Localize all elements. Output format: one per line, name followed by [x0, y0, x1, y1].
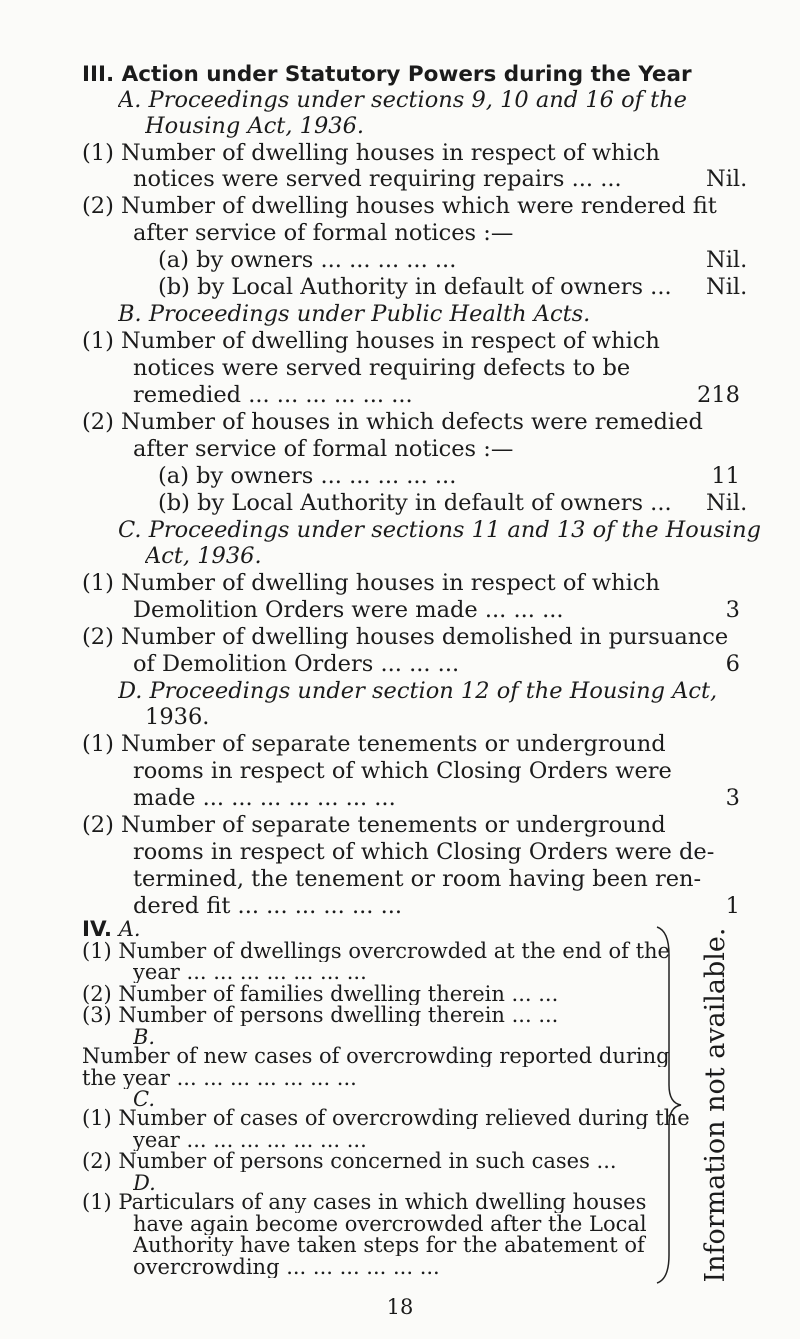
section-b-title: B. Proceedings under Public Health Acts. — [118, 301, 591, 327]
bracket-note: Information not available. — [700, 927, 731, 1283]
c-item2-value: 6 — [725, 651, 740, 677]
section-a-title-cont: Housing Act, 1936. — [145, 113, 365, 139]
a-item2b-value: Nil. — [706, 274, 748, 300]
iv-a-item2: (2) Number of families dwelling therein ... ... — [82, 983, 559, 1005]
iv-c-label: C. — [133, 1088, 155, 1110]
iv-a-item3: (3) Number of persons dwelling therein ... ... — [82, 1004, 559, 1026]
iv-c-item1-line1: (1) Number of cases of overcrowding relieved during the — [82, 1107, 690, 1129]
a-item1-line1: (1) Number of dwelling houses in respect of which — [82, 140, 660, 166]
iv-d-item1-line1: (1) Particulars of any cases in which dwelling houses — [82, 1191, 647, 1213]
section-c-title-cont: Act, 1936. — [145, 543, 262, 569]
iv-b-label: B. — [133, 1026, 156, 1048]
b-item2b-value: Nil. — [706, 490, 748, 516]
d-item2-line2: rooms in respect of which Closing Orders were de- — [133, 839, 715, 865]
a-item2a: (a) by owners ... ... ... ... ... — [158, 247, 457, 273]
a-item1-value: Nil. — [706, 166, 748, 192]
iv-d-item1-line4: overcrowding ... ... ... ... ... ... — [133, 1256, 440, 1278]
page-number: 18 — [386, 1295, 414, 1319]
a-item2-line2: after service of formal notices :— — [133, 220, 514, 246]
iv-b-line2: the year ... ... ... ... ... ... ... — [82, 1067, 357, 1089]
c-item1-line1: (1) Number of dwelling houses in respect of which — [82, 570, 660, 596]
a-item2-line1: (2) Number of dwelling houses which were rendered fit — [82, 193, 717, 219]
b-item1-value: 218 — [697, 382, 740, 408]
a-item1-line2: notices were served requiring repairs ... ... — [133, 166, 622, 192]
b-item1-line2: notices were served requiring defects to be — [133, 355, 631, 381]
d-item2-value: 1 — [725, 893, 740, 919]
section-iii-heading: III. Action under Statutory Powers during the Year — [82, 62, 692, 87]
iv-b-line1: Number of new cases of overcrowding reported during — [82, 1045, 670, 1067]
b-item2b: (b) by Local Authority in default of owners ... — [158, 490, 672, 516]
c-item2-line2: of Demolition Orders ... ... ... — [133, 651, 460, 677]
iv-a-item1-line1: (1) Number of dwellings overcrowded at the end of the — [82, 940, 670, 962]
b-item2-line1: (2) Number of houses in which defects were remedied — [82, 409, 703, 435]
section-iv-a-label: A. — [118, 918, 141, 940]
b-item2a: (a) by owners ... ... ... ... ... — [158, 463, 457, 489]
section-iv-heading: IV. — [82, 918, 113, 940]
d-item2-line3: termined, the tenement or room having been ren- — [133, 866, 702, 892]
c-item2-line1: (2) Number of dwelling houses demolished in pursuance — [82, 624, 729, 650]
c-item1-value: 3 — [725, 597, 740, 623]
iv-d-item1-line2: have again become overcrowded after the Local — [133, 1213, 647, 1235]
d-item1-line2: rooms in respect of which Closing Orders were — [133, 758, 672, 784]
d-item2-line1: (2) Number of separate tenements or underground — [82, 812, 666, 838]
iv-d-item1-line3: Authority have taken steps for the abatement of — [133, 1234, 645, 1256]
b-item2-line2: after service of formal notices :— — [133, 436, 514, 462]
section-d-title-cont: 1936. — [145, 704, 210, 730]
b-item1-line1: (1) Number of dwelling houses in respect of which — [82, 328, 660, 354]
section-d-title: D. Proceedings under section 12 of the Housing Act, — [118, 678, 718, 704]
iv-c-item2: (2) Number of persons concerned in such cases ... — [82, 1150, 617, 1172]
d-item2-line4: dered fit ... ... ... ... ... ... — [133, 893, 403, 919]
section-c-title: C. Proceedings under sections 11 and 13 of the Housing — [118, 517, 761, 543]
b-item2a-value: 11 — [711, 463, 740, 489]
d-item1-line1: (1) Number of separate tenements or underground — [82, 731, 666, 757]
iv-d-label: D. — [133, 1172, 156, 1194]
d-item1-value: 3 — [725, 785, 740, 811]
iv-a-item1-line2: year ... ... ... ... ... ... ... — [133, 961, 367, 983]
section-a-title: A. Proceedings under sections 9, 10 and 16 of the — [118, 87, 687, 113]
b-item1-line3: remedied ... ... ... ... ... ... — [133, 382, 413, 408]
a-item2a-value: Nil. — [706, 247, 748, 273]
c-item1-line2: Demolition Orders were made ... ... ... — [133, 597, 564, 623]
a-item2b: (b) by Local Authority in default of owners ... — [158, 274, 672, 300]
d-item1-line3: made ... ... ... ... ... ... ... — [133, 785, 396, 811]
iv-c-item1-line2: year ... ... ... ... ... ... ... — [133, 1129, 367, 1151]
right-brace — [655, 925, 695, 1285]
